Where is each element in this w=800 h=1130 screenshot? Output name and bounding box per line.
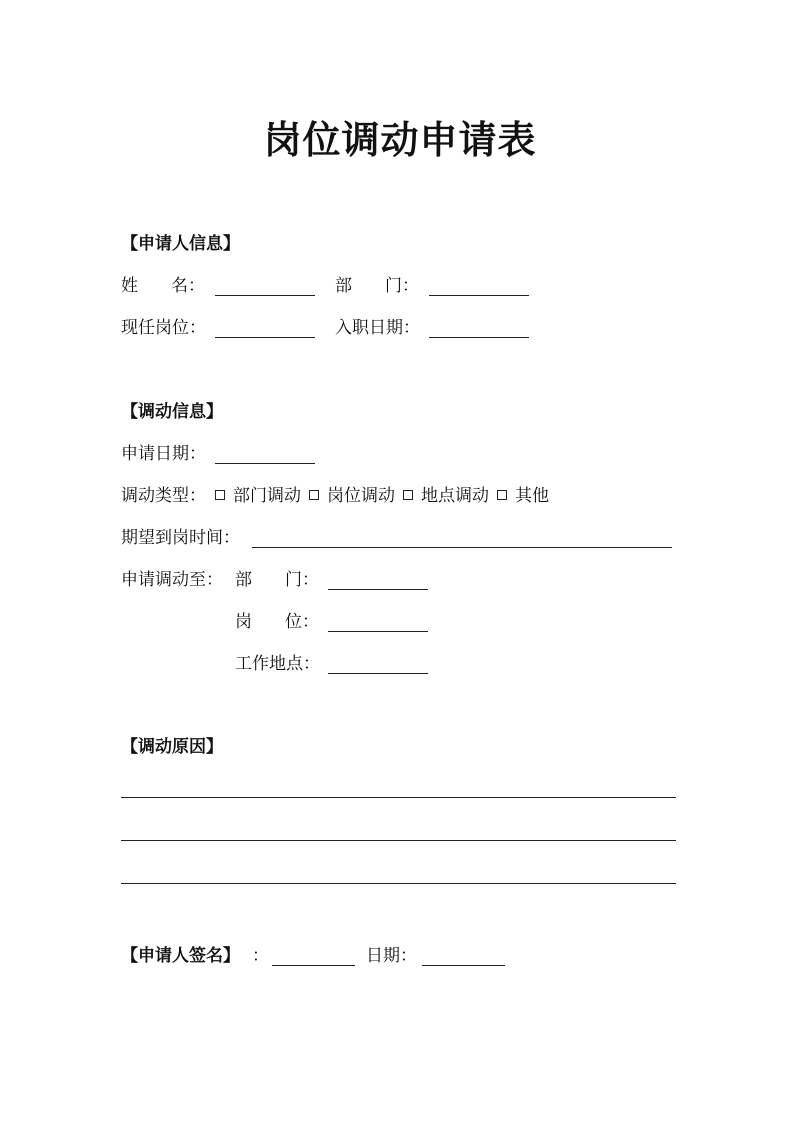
signature-heading: 【申请人签名】: [121, 946, 240, 966]
signature-field[interactable]: [272, 965, 355, 966]
reason-line-1[interactable]: [121, 797, 676, 798]
type-option-post[interactable]: [309, 488, 395, 505]
target-location-label: 工作地点：: [235, 654, 320, 674]
type-option-label: 其他: [515, 486, 549, 506]
target-post-label-first: 岗: [235, 612, 252, 632]
signature-date-field[interactable]: [422, 965, 505, 966]
department-label: [335, 278, 419, 295]
type-option-location[interactable]: [403, 488, 489, 505]
expected-date-label: 期望到岗时间：: [121, 528, 240, 548]
transfer-target-label: 申请调动至：: [121, 570, 223, 590]
target-post-field[interactable]: [328, 631, 428, 632]
target-department-label-second: 门：: [285, 570, 319, 590]
name-label-first: 姓: [121, 276, 138, 296]
department-field[interactable]: [429, 295, 529, 296]
current-post-label: 现任岗位：: [121, 318, 206, 338]
apply-date-field[interactable]: [215, 463, 315, 464]
page-title: 岗位调动申请表: [263, 118, 537, 162]
reason-line-2[interactable]: [121, 840, 676, 841]
type-option-label: 地点调动: [421, 486, 489, 506]
expected-date-field[interactable]: [252, 547, 672, 548]
type-option-other[interactable]: [497, 488, 549, 505]
name-label-second: 名：: [171, 276, 205, 296]
target-department-label-first: 部: [235, 570, 252, 590]
signature-colon: ：: [252, 946, 269, 966]
checkbox-icon[interactable]: [309, 490, 319, 500]
type-option-label: 部门调动: [233, 486, 301, 506]
checkbox-icon[interactable]: [497, 490, 507, 500]
transfer-info-heading: 【调动信息】: [121, 402, 223, 422]
name-field[interactable]: [215, 295, 315, 296]
target-department-field[interactable]: [328, 589, 428, 590]
checkbox-icon[interactable]: [403, 490, 413, 500]
target-department-label: [235, 572, 319, 589]
applicant-info-heading: 【申请人信息】: [121, 234, 240, 254]
reason-line-3[interactable]: [121, 883, 676, 884]
transfer-type-options: [215, 488, 557, 505]
type-option-label: 岗位调动: [327, 486, 395, 506]
checkbox-icon[interactable]: [215, 490, 225, 500]
type-option-department[interactable]: [215, 488, 301, 505]
target-location-field[interactable]: [328, 673, 428, 674]
hire-date-label: 入职日期：: [335, 318, 420, 338]
current-post-field[interactable]: [215, 337, 315, 338]
name-label: [121, 278, 205, 295]
department-label-first: 部: [335, 276, 352, 296]
transfer-reason-heading: 【调动原因】: [121, 737, 223, 757]
hire-date-field[interactable]: [429, 337, 529, 338]
transfer-type-label: 调动类型：: [121, 486, 206, 506]
department-label-second: 门：: [385, 276, 419, 296]
apply-date-label: 申请日期：: [121, 444, 206, 464]
target-post-label-second: 位：: [285, 612, 319, 632]
signature-date-label: 日期：: [366, 946, 417, 966]
target-post-label: [235, 614, 319, 631]
